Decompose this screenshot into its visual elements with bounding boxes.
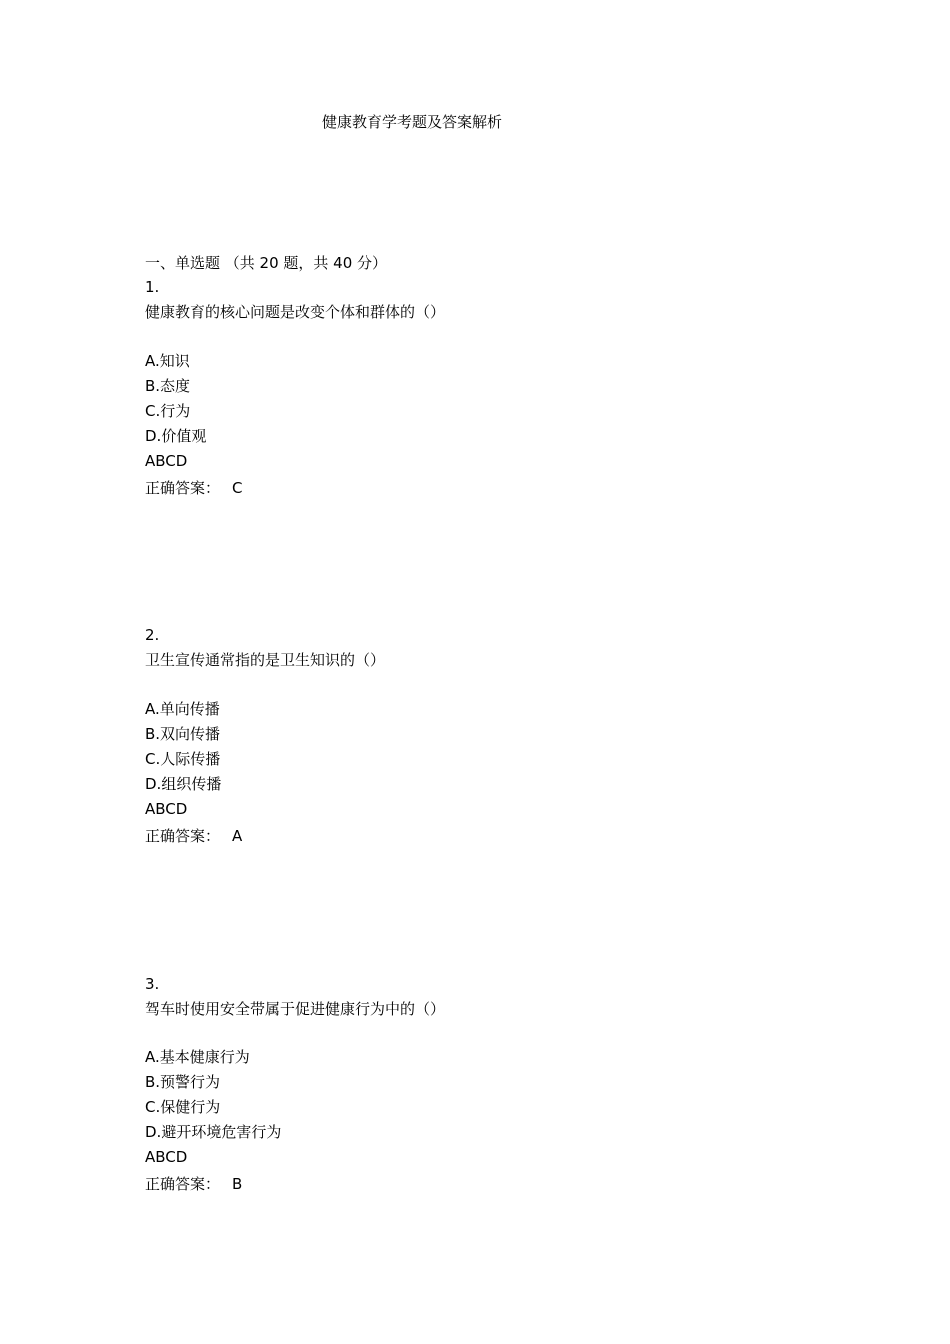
- question-stem: 驾车时使用安全带属于促进健康行为中的（）: [145, 1000, 446, 1018]
- option-b: B.态度: [145, 377, 191, 395]
- correct-answer-value: C: [232, 479, 243, 497]
- question-stem: 健康教育的核心问题是改变个体和群体的（）: [145, 303, 446, 321]
- correct-answer-label: 正确答案：: [145, 827, 221, 845]
- option-d: D.组织传播: [145, 775, 222, 793]
- option-a: A.知识: [145, 352, 190, 370]
- choice-letters: ABCD: [145, 1148, 188, 1166]
- option-b: B.预警行为: [145, 1073, 221, 1091]
- correct-answer-value: A: [232, 827, 243, 845]
- option-a: A.单向传播: [145, 700, 220, 718]
- option-c: C.行为: [145, 402, 191, 420]
- question-number: 2.: [145, 626, 160, 644]
- option-b: B.双向传播: [145, 725, 221, 743]
- question-stem: 卫生宣传通常指的是卫生知识的（）: [145, 651, 386, 669]
- option-d: D.价值观: [145, 427, 207, 445]
- question-number: 1.: [145, 278, 160, 296]
- correct-answer-label: 正确答案：: [145, 1175, 221, 1193]
- question-number: 3.: [145, 975, 160, 993]
- option-c: C.人际传播: [145, 750, 221, 768]
- option-a: A.基本健康行为: [145, 1048, 250, 1066]
- correct-answer-label: 正确答案：: [145, 479, 221, 497]
- correct-answer: [145, 478, 243, 498]
- correct-answer-value: B: [232, 1175, 243, 1193]
- choice-letters: ABCD: [145, 800, 188, 818]
- choice-letters: ABCD: [145, 452, 188, 470]
- option-d: D.避开环境危害行为: [145, 1123, 282, 1141]
- option-c: C.保健行为: [145, 1098, 221, 1116]
- correct-answer: [145, 826, 242, 846]
- section-heading: 一、单选题 （共 20 题，共 40 分）: [145, 254, 388, 272]
- correct-answer: [145, 1174, 242, 1194]
- document-title: 健康教育学考题及答案解析: [322, 113, 503, 131]
